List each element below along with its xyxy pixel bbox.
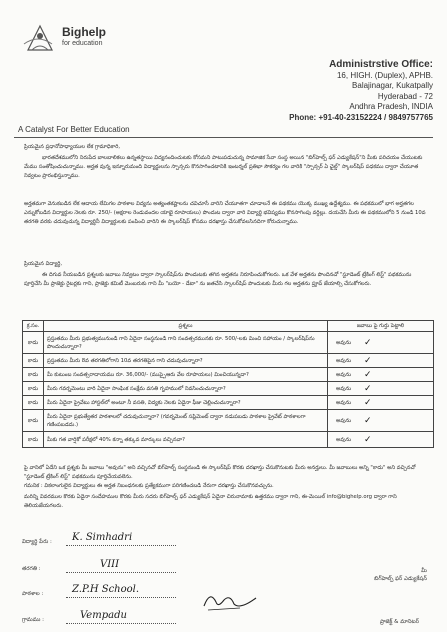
closing-title: ప్రాజెక్ట్ & మానిటర్ <box>379 619 419 625</box>
answer-yes[interactable]: అవును <box>336 399 352 406</box>
header-sno: క్ర.సం. <box>23 321 44 332</box>
header-answer: జవాబు పై గుర్తు పెట్టాలి <box>328 321 434 332</box>
class-value[interactable]: VIII <box>100 559 120 570</box>
address-line: Hyderabad - 72 <box>377 91 433 101</box>
student-name-value[interactable]: K. Simhadri <box>72 532 133 543</box>
para-text: అర్హతమగా వెనుకబడిన లేక ఆదాయ లేమిగల పాఠశాల విద్యను అత్యంతకష్టాలను చవిచూసే వారిని చేయూతగా చూడాలనే ఈ పథకము యొక్క ముఖ్య ఉద్దేశ్యము. ఈ పథకములో భాగ అర్హతగల ఎన్నుకోబడిన విద్యార్థుల నెలకు రూ. 250/- (అక్షరాల రెండువందల యాభై రూపాయలు) <box>24 201 414 216</box>
row-number: కాదు <box>23 354 44 368</box>
eligibility-note: పై వానిలో ఏదేని ఒక ప్రశ్నకు మీ జవాబు "అవును" అని వచ్చినచో బిగ్‌హెల్ప్ సంస్థనుండి ఈ స్కాలర్‌షిప్ కొరకు దరఖాస్తు చేసుకొనుటకు మీరు అనర్హులు. మీ జవాబులు అన్ని "కాదు" అని వచ్చినచో "స్టూడెంట్ ట్రేకింగ్ లిస్ట్" పథకమును పూర్తిచేయవలెను. <box>24 465 416 480</box>
answer-yes[interactable]: అవును <box>336 357 352 364</box>
tagline: A Catalyst For Better Education <box>18 125 130 134</box>
table-row <box>23 368 434 382</box>
school-label: పాఠశాల : <box>22 591 44 597</box>
village-underline <box>66 623 176 624</box>
eligibility-table <box>22 320 434 448</box>
intro-paragraph <box>24 154 430 181</box>
header-divider <box>14 137 433 138</box>
row-question: మీ కుటుంబ సంవత్సరాదాయము రూ. 36,000/- (ముప్పైఆరు వేల రూపాయలు) మించియున్నదా? <box>43 368 327 382</box>
student-greeting: ప్రియమైన విద్యార్థి, <box>24 261 63 267</box>
class-label: తరగతి : <box>22 566 41 572</box>
answer-yes[interactable]: అవును <box>336 371 352 378</box>
answer-cell[interactable] <box>328 368 434 382</box>
class-underline <box>66 572 176 573</box>
row-number: కాదు <box>23 368 44 382</box>
name-underline <box>66 545 176 546</box>
row-number: కాదు <box>23 410 44 432</box>
check-mark-icon: ✓ <box>364 415 372 426</box>
contact-note: మరిన్ని వివరముల కొరకు ఏదైనా సందేహముల కొరకు మీరు సదరు బిగ్‌హెల్ప్ ఫర్ ఎడ్యుకేషన్ ఏదైనా చిరునామాకు ఉత్తరము ద్వారా గాని, ఈ-మెయిల్ info@bighelp.org ద్వారా గాని తెలియజేయగలరు. <box>24 494 397 509</box>
answer-cell[interactable] <box>328 354 434 368</box>
greeting: ప్రియమైన ప్రధానోపాధ్యాయుల లేక గ్రామాధికారి, <box>24 144 121 150</box>
row-question: మీరు గవర్నమెంటు వారి ఏదైనా సాంఘిక సంక్షేమ వసతి గృహములో నివసించుచున్నారా? <box>43 382 327 396</box>
office-title: Administrstive Office: <box>329 59 433 70</box>
answer-cell[interactable] <box>328 432 434 448</box>
row-number: కాదు <box>23 382 44 396</box>
check-mark-icon: ✓ <box>364 434 372 445</box>
check-mark-icon: ✓ <box>364 383 372 394</box>
answer-cell[interactable] <box>328 410 434 432</box>
school-underline <box>66 597 176 598</box>
disability-note: గమనిక : వికలాంగులైన విద్యార్థులు ఈ అర్హత నిబంధనలకు ప్రత్యేకముగా పరిగణించబడి నేరుగా దరఖాస్తు చేసుకొనవచ్చును. <box>24 483 274 489</box>
answer-yes[interactable]: అవును <box>336 436 352 443</box>
answer-cell[interactable] <box>328 332 434 354</box>
check-mark-icon: ✓ <box>364 355 372 366</box>
office-address <box>253 60 433 123</box>
school-value[interactable]: Z.P.H School. <box>72 584 140 595</box>
row-question: మీరు ఏదైనా ప్రభుత్వేతర పాఠశాలలో చదువుచున్నారా? (గవర్నమెంట్ సప్లిమెంట్ ద్వారా నడుపబడు పాఠశాల ప్రైవేట్ పాఠశాలగా గణింపబడదు.) <box>43 410 327 432</box>
address-line: 16, HIGH. (Duplex), APHB. <box>336 70 433 80</box>
student-name-label: విద్యార్థి పేరు : <box>22 539 52 545</box>
address-line: Balajinagar, Kukatpally <box>352 81 433 90</box>
row-question: ప్రస్తుతము మీరు ప్రభుత్వమునుండి గాని ఏదైనా సంస్థనుండి గాని సంవత్సరమునకు రూ. 500/-లకు మించి సహాయం / స్కాలర్‌షిప్‌ను పొందుచున్నారా? <box>43 332 327 354</box>
closing-line: మీ <box>421 568 427 574</box>
closing-org: బిగ్‌హెల్ప్ ఫర్ ఎడ్యుకేషన్ <box>374 576 427 582</box>
village-value[interactable]: Vempadu <box>80 610 127 621</box>
row-question: మీరు ఏదైనా ప్రైవేటు హాస్టల్‌లో అంటూ నీ వసతి, విద్యకు నెలకు ఏదైనా ఫీజు చెల్లించుచున్నారా? <box>43 396 327 410</box>
phone: Phone: +91-40-23152224 / 9849757765 <box>289 112 433 122</box>
address-line: Andhra Pradesh, INDIA <box>349 102 433 111</box>
row-number: కాదు <box>23 396 44 410</box>
table-row <box>23 410 434 432</box>
scheme-paragraph <box>24 200 430 227</box>
header-question: ప్రశ్నలు <box>43 321 327 332</box>
signature <box>200 588 260 614</box>
student-paragraph: ఈ దిగువ నీయబడిన ప్రశ్నలకు జవాబు నివ్వటం ద్వారా స్కాలర్‌షిప్‌ను పొందుటకు తగిన అర్హతను నిరూపించుకోగలరు. ఒక వేళ అర్హతను పొందినచో "స్టూడెంట్ ట్రేకింగ్ లిస్ట్" పథకమును పూర్తిచేసి మీ ప్రాజెక్టు రైటర్లకు గాని, ప్రాజెక్టు కమిటీ మెంబరుకు గాని మీ "బయో - డేటా" ను జతచేసి స్కాలర్‌షిప్ పొందుటకు మీరు గల అర్హతను ప్రూవ్ జేయాల్సి చేసుకోగలరు. <box>24 272 412 287</box>
brand <box>62 26 106 47</box>
brand-sub: for education <box>62 40 103 47</box>
village-label: గ్రామము : <box>22 617 45 623</box>
table-row <box>23 382 434 396</box>
check-mark-icon: ✓ <box>364 369 372 380</box>
answer-cell[interactable] <box>328 382 434 396</box>
closing-block <box>374 567 427 583</box>
bighelp-logo-icon <box>18 20 58 56</box>
row-number: కాదు <box>23 332 44 354</box>
answer-yes[interactable]: అవును <box>336 385 352 392</box>
para-text: కొనసాగించటానికి ఇంటర్నల్ ప్రతిభా సౌకర్యం గల వారికి "స్పాన్సర్ ఏ ఛైల్డ్" స్కాలర్‌షిప్ పధకము ద్వారా చేయూత నివ్వటం ప్రారంభిస్తున్నాము. <box>24 164 419 179</box>
table-row <box>23 432 434 448</box>
row-number: కాదు <box>23 432 44 448</box>
para-text: భారతదేశములోని నిరుపేద బాలబాలికలు ఉన్నతస్థాయి విద్యనందించుటకు కోసమని పాటుపడుచున్న సామాజిక సేవా సంస్థ అయిన "బిగ్‌హెల్ప్ ఫర్ ఎడ్యుకేషన్"ని మీకు పరిచయం చేయుటకు మేము సంతోషించుచున్నాము. అర్హత వున్న ఇన్నూరుమంది విద్యార్థులను స్పాన్సరు <box>24 155 423 170</box>
table-row <box>23 354 434 368</box>
brand-name: Bighelp <box>62 25 106 39</box>
table-row <box>23 332 434 354</box>
table-row <box>23 396 434 410</box>
check-mark-icon: ✓ <box>364 337 372 348</box>
row-question: ప్రస్తుతము మీరు 8వ తరగతిలోగాని 10వ తరగతిపైన గాని చదువుచున్నారా? <box>43 354 327 368</box>
para-text: పొందుట ద్వారా వారి విద్యార్థి భవిష్యము కొనసాగింపు వర్ధిల్లు. దయచేసి మీరు ఈ పథకములోని 5 నుండి 10వ తరగతి వరకు చదువుచున్న విద్యార్థినీ విద్యార్థులకు పంపించి వారిని ఈ స్కాలర్‌షిప్ కోసము దరఖాస్తు చేసుకోవలసినదిగా కోరుచున్నాము. <box>24 210 426 225</box>
answer-yes[interactable]: అవును <box>336 417 352 424</box>
check-mark-icon: ✓ <box>364 397 372 408</box>
row-question: మీకు గత వార్షికో పరీక్షలో 40% కన్నా తక్కువ మార్కులు వచ్చినవా? <box>43 432 327 448</box>
answer-cell[interactable] <box>328 396 434 410</box>
table-header-row <box>23 321 434 332</box>
answer-yes[interactable]: అవును <box>336 339 352 346</box>
